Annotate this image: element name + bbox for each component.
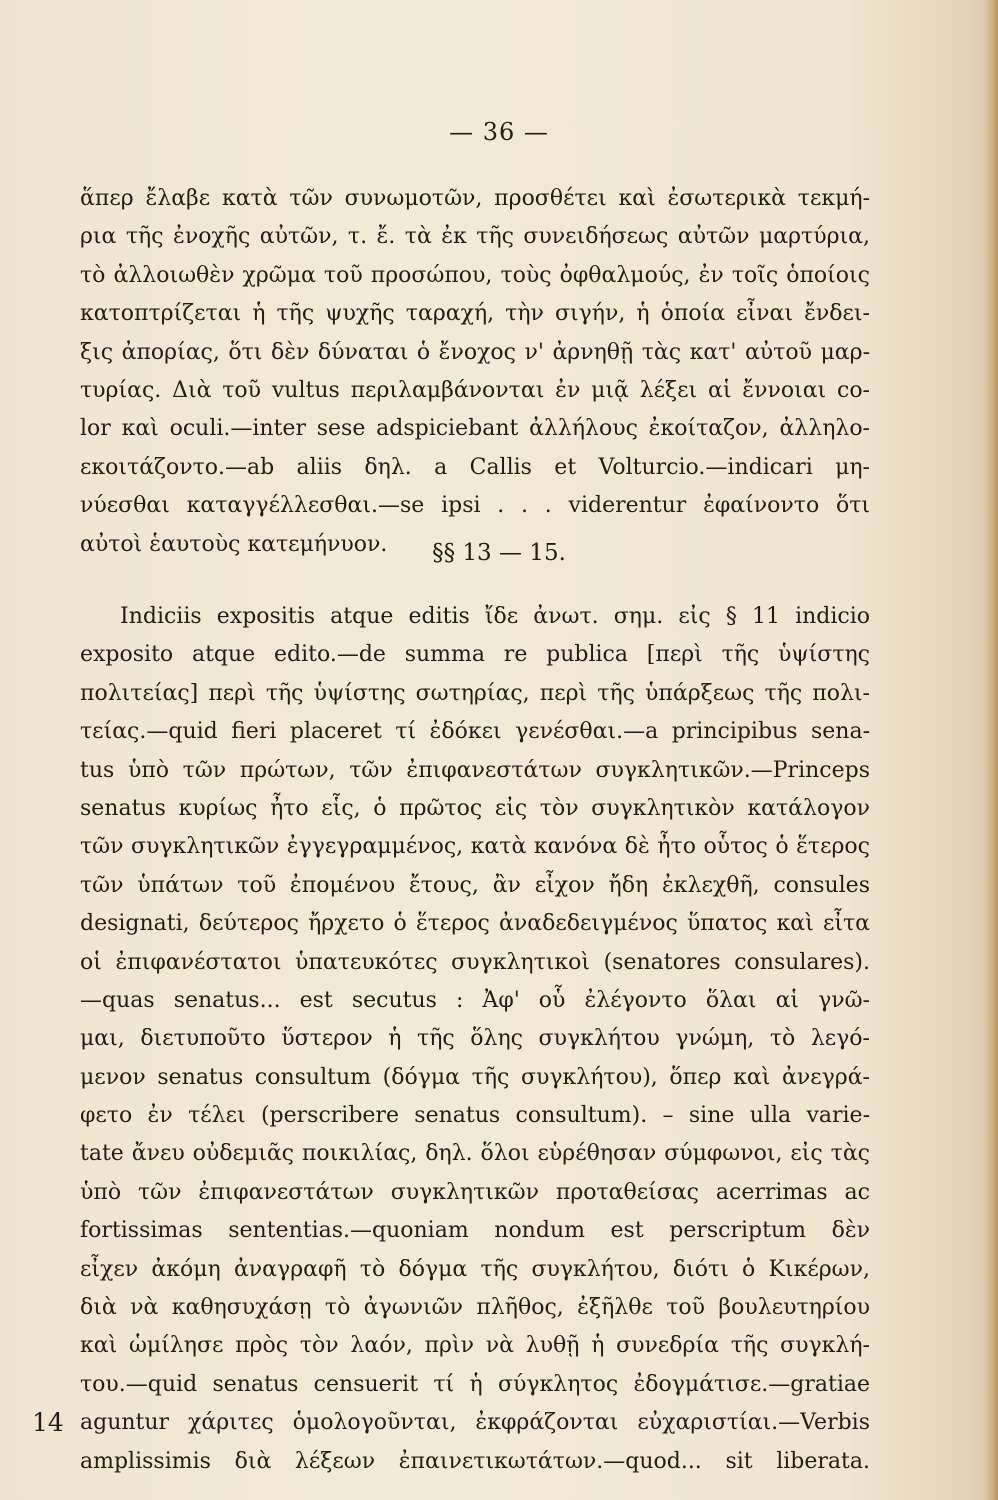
text-line: πολιτείας] περὶ τῆς ὑψίστης σωτηρίας, περὶ τῆς ὑπάρξεως τῆς πολι- — [80, 680, 870, 706]
text-line: κατοπτρίζεται ἡ τῆς ψυχῆς ταραχή, τὴν σιγήν, ἡ ὁποία εἶναι ἔνδει- — [80, 301, 870, 327]
text-line: φετο ἐν τέλει (perscribere senatus consultum). – sine ulla varie- — [80, 1103, 870, 1129]
text-line: τῶν ὑπάτων τοῦ ἐπομένου ἔτους, ἂν εἶχον ἤδη ἐκλεχθῆ, consules — [80, 872, 870, 898]
text-line: exposito atque edito.—de summa re publica [περὶ τῆς ὑψίστης — [80, 642, 870, 668]
text-line: ὑπὸ τῶν ἐπιφανεστάτων συγκλητικῶν προταθείσας acerrimas ac — [80, 1179, 870, 1205]
margin-line-number: 14 — [32, 1408, 64, 1437]
text-line: ρια τῆς ἐνοχῆς αὐτῶν, τ. ἔ. τὰ ἐκ τῆς συνειδήσεως αὐτῶν μαρτύρια, — [80, 224, 870, 250]
text-line: του.—quid senatus censuerit τί ἡ σύγκλητος ἐδογμάτισε.—gratiae — [80, 1371, 870, 1397]
text-line: καὶ ὡμίλησε πρὸς τὸν λαόν, πρὶν νὰ λυθῇ ἡ συνεδρία τῆς συγκλή- — [80, 1333, 870, 1359]
text-line: νύεσθαι καταγγέλλεσθαι.—se ipsi . . . viderentur ἐφαίνοντο ὅτι — [80, 493, 870, 519]
text-line: τυρίας. Διὰ τοῦ vultus περιλαμβάνονται ἐν μιᾷ λέξει αἱ ἔννοιαι co- — [80, 377, 870, 403]
text-line: Indiciis expositis atque editis ἴδε ἀνωτ. σημ. εἰς § 11 indicio — [120, 604, 870, 629]
section-heading: §§ 13 — 15. — [432, 540, 566, 566]
text-line: τῶν συγκλητικῶν ἐγγεγραμμένος, κατὰ κανόνα δὲ ἦτο οὗτος ὁ ἕτερος — [80, 834, 870, 860]
text-line: τὸ ἀλλοιωθὲν χρῶμα τοῦ προσώπου, τοὺς ὀφθαλμούς, ἐν τοῖς ὁποίοις — [80, 262, 870, 288]
text-line: μενον senatus consultum (δόγμα τῆς συγκλήτου), ὅπερ καὶ ἀνεγρά- — [80, 1064, 870, 1090]
text-line: lor καὶ oculi.—inter sese adspiciebant ἀλλήλους ἐκοίταζον, ἀλληλο- — [80, 416, 870, 442]
text-line: διὰ νὰ καθησυχάσῃ τὸ ἀγωνιῶν πλῆθος, ἐξῆλθε τοῦ βουλευτηρίου — [80, 1295, 870, 1321]
text-line: fortissimas sententias.—quoniam nondum est perscriptum δὲν — [80, 1218, 870, 1244]
text-line: εκοιτάζοντο.—ab aliis δηλ. a Callis et Volturcio.—indicari μη- — [80, 454, 870, 480]
text-line: senatus κυρίως ἦτο εἷς, ὁ πρῶτος εἰς τὸν συγκλητικὸν κατάλογον — [80, 795, 870, 821]
text-line: tus ὑπὸ τῶν πρώτων, τῶν ἐπιφανεστάτων συγκλητικῶν.—Princeps — [80, 757, 870, 783]
text-line: οἱ ἐπιφανέστατοι ὑπατευκότες συγκλητικοὶ (senatores consulares). — [80, 949, 870, 975]
text-line: αὐτοὶ ἑαυτοὺς κατεμήνυον. — [80, 531, 388, 557]
text-line: ξις ἀπορίας, ὅτι δὲν δύναται ὁ ἔνοχος ν' ἀρνηθῇ τὰς κατ' αὐτοῦ μαρ- — [80, 339, 870, 365]
page-edge-shadow — [984, 0, 998, 1500]
commentary-paragraph-1 — [80, 180, 870, 564]
text-line: μαι, διετυποῦτο ὕστερον ἡ τῆς ὅλης συγκλήτου γνώμη, τὸ λεγό- — [80, 1026, 870, 1052]
text-line: designati, δεύτερος ἤρχετο ὁ ἕτερος ἀναδεδειγμένος ὕπατος καὶ εἶτα — [80, 911, 870, 937]
text-line: εἶχεν ἀκόμη ἀναγραφῆ τὸ δόγμα τῆς συγκλήτου, διότι ὁ Κικέρων, — [80, 1256, 870, 1282]
commentary-paragraph-2 — [80, 598, 870, 1481]
text-line: τείας.—quid fieri placeret τί ἐδόκει γενέσθαι.—a principibus sena- — [80, 719, 870, 745]
text-line: aguntur χάριτες ὁμολογοῦνται, ἐκφράζονται εὐχαριστίαι.—Verbis — [80, 1410, 870, 1436]
text-line: tate ἄνευ οὐδεμιᾶς ποικιλίας, δηλ. ὅλοι εὑρέθησαν σύμφωνοι, εἰς τὰς — [80, 1141, 870, 1167]
page-number: — 36 — — [449, 118, 549, 146]
text-line: ἅπερ ἔλαβε κατὰ τῶν συνωμοτῶν, προσθέτει καὶ ἐσωτερικὰ τεκμή- — [80, 186, 870, 211]
text-line: —quas senatus... est secutus : Ἀφ' οὗ ἐλέγοντο ὅλαι αἱ γνῶ- — [80, 987, 870, 1013]
text-line: amplissimis διὰ λέξεων ἐπαινετικωτάτων.—quod... sit liberata. — [80, 1448, 870, 1474]
